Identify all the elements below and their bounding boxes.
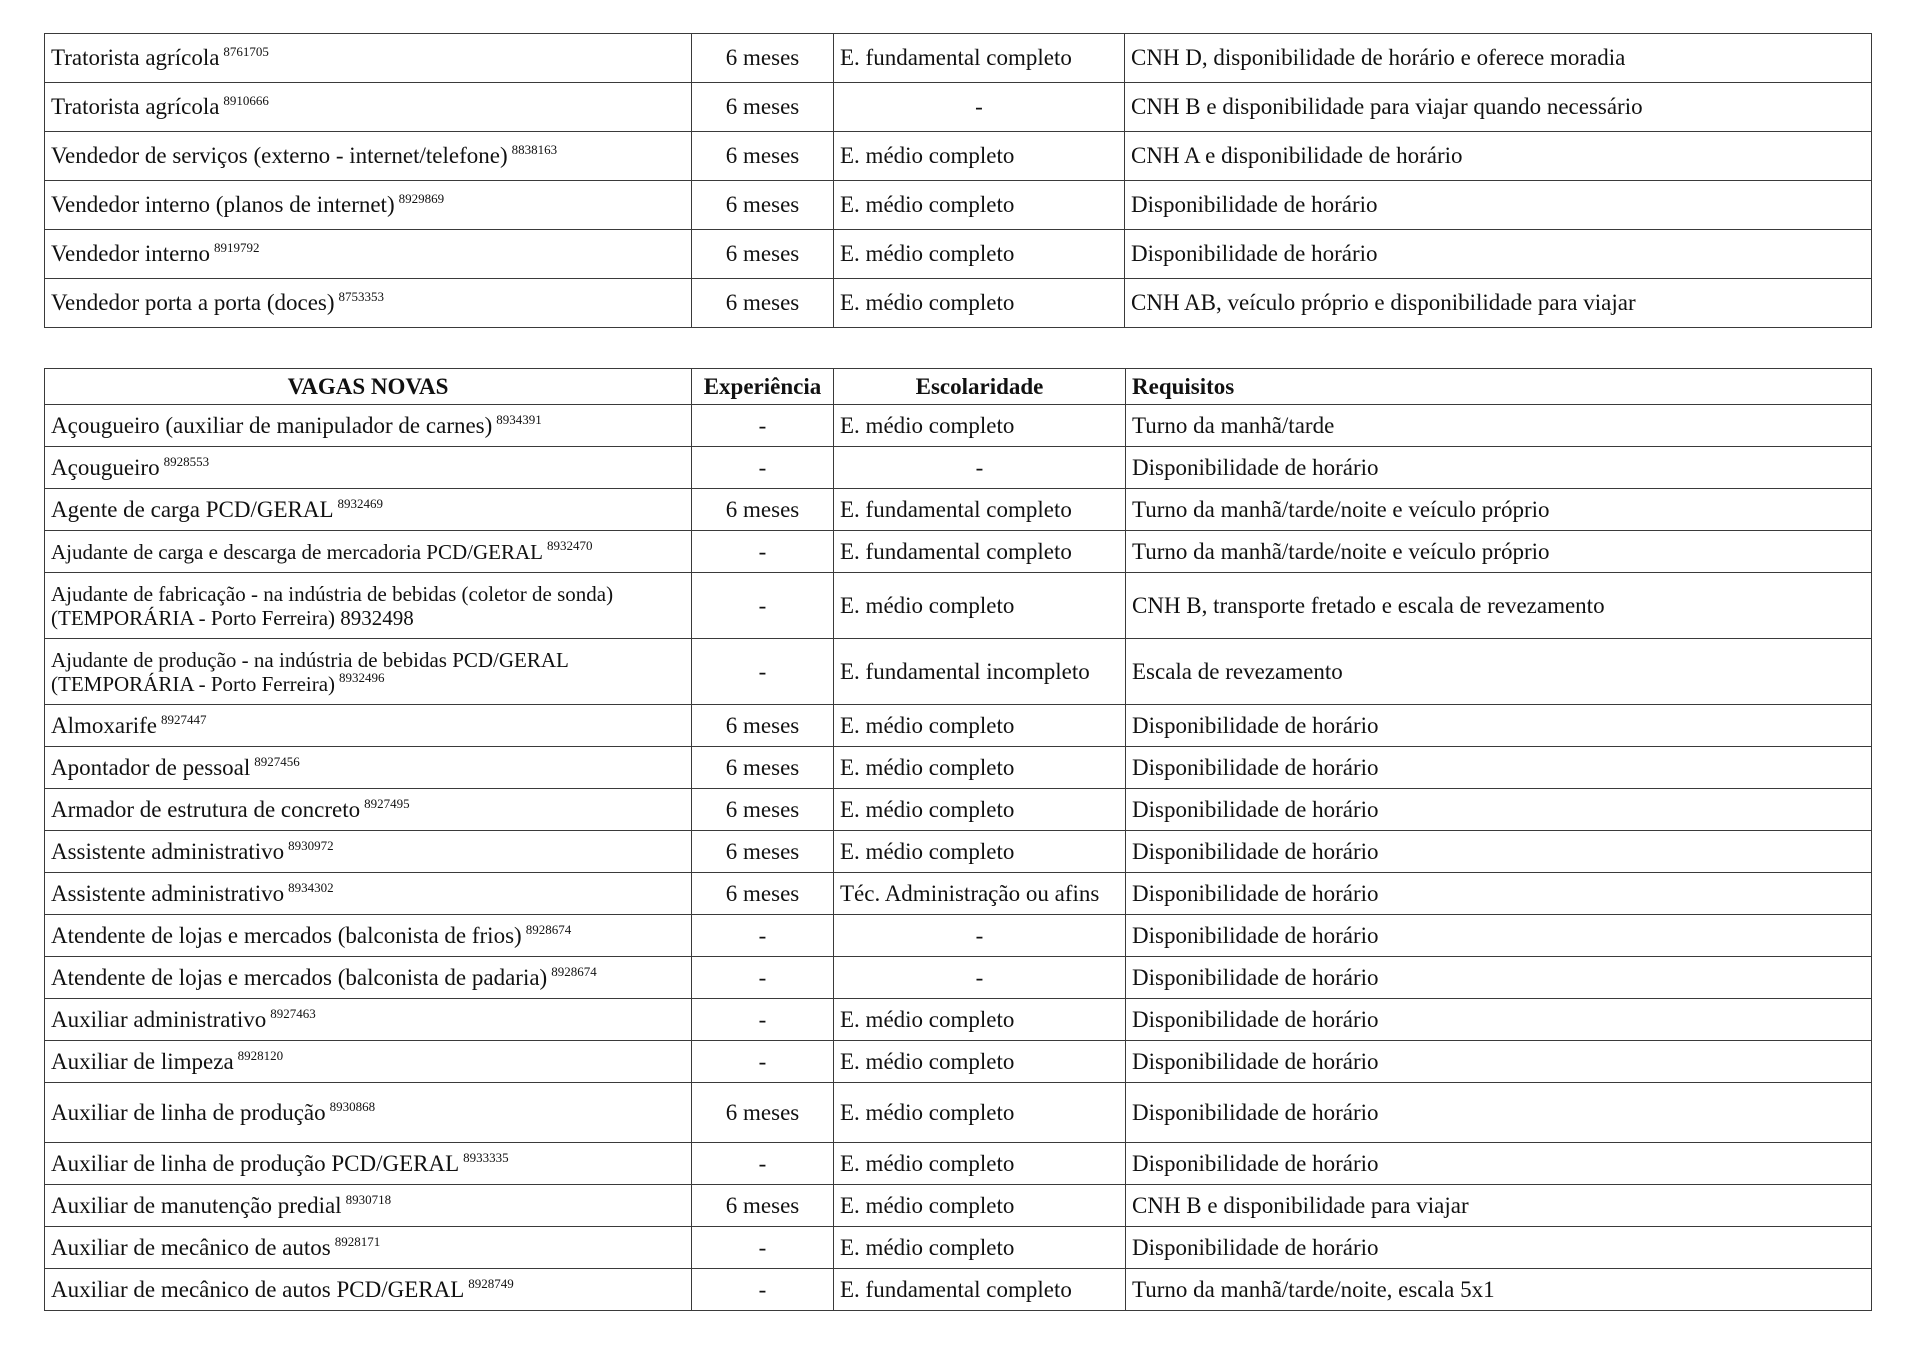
job-title-cell bbox=[45, 230, 692, 279]
job-title: Vendedor interno (planos de internet) bbox=[51, 192, 395, 217]
table-row bbox=[45, 181, 1872, 230]
education-cell: E. médio completo bbox=[834, 1227, 1126, 1269]
requirements-cell: Disponibilidade de horário bbox=[1126, 1041, 1872, 1083]
job-title-cell bbox=[45, 873, 692, 915]
requirements-cell: Turno da manhã/tarde bbox=[1126, 405, 1872, 447]
table-row bbox=[45, 279, 1872, 328]
jobs-table-continued-body bbox=[45, 34, 1872, 328]
education-cell: E. médio completo bbox=[834, 573, 1126, 639]
job-title-cell bbox=[45, 1143, 692, 1185]
experience-cell: 6 meses bbox=[692, 831, 834, 873]
education-cell: E. médio completo bbox=[834, 1143, 1126, 1185]
job-code: 8934391 bbox=[496, 411, 542, 427]
job-title-cell bbox=[45, 447, 692, 489]
job-code: 8928553 bbox=[163, 453, 210, 469]
job-title-cell bbox=[45, 1269, 692, 1311]
experience-cell: - bbox=[692, 1041, 834, 1083]
experience-cell: - bbox=[692, 639, 834, 705]
requirements-cell: Disponibilidade de horário bbox=[1126, 789, 1872, 831]
job-code: 8932470 bbox=[546, 537, 593, 553]
job-title-cell bbox=[45, 999, 692, 1041]
job-code: 8927456 bbox=[254, 753, 300, 769]
experience-cell: 6 meses bbox=[692, 279, 834, 328]
education-cell: E. médio completo bbox=[834, 705, 1126, 747]
education-cell: E. fundamental completo bbox=[834, 531, 1126, 573]
requirements-cell: CNH A e disponibilidade de horário bbox=[1125, 132, 1872, 181]
table-row bbox=[45, 789, 1872, 831]
education-cell: E. médio completo bbox=[834, 1041, 1126, 1083]
job-title-cell bbox=[45, 83, 692, 132]
experience-cell: - bbox=[692, 1227, 834, 1269]
job-title: Auxiliar de linha de produção bbox=[51, 1099, 326, 1125]
job-title-cell bbox=[45, 831, 692, 873]
table-row bbox=[45, 1269, 1872, 1311]
education-cell: E. médio completo bbox=[834, 1185, 1126, 1227]
table-row bbox=[45, 531, 1872, 573]
job-title-cell bbox=[45, 705, 692, 747]
job-code: 8910666 bbox=[223, 93, 269, 108]
table-row bbox=[45, 573, 1872, 639]
table-row bbox=[45, 447, 1872, 489]
job-code: 8928674 bbox=[551, 963, 597, 979]
experience-cell: 6 meses bbox=[692, 1185, 834, 1227]
job-title: Tratorista agrícola bbox=[51, 94, 220, 119]
experience-cell: - bbox=[692, 531, 834, 573]
job-code: 8927447 bbox=[161, 711, 207, 727]
requirements-cell: Disponibilidade de horário bbox=[1126, 747, 1872, 789]
table-row bbox=[45, 34, 1872, 83]
job-title-cell bbox=[45, 132, 692, 181]
job-title: Tratorista agrícola bbox=[51, 45, 220, 70]
jobs-table-continued bbox=[44, 33, 1872, 328]
header-experience: Experiência bbox=[692, 369, 834, 405]
requirements-cell: Turno da manhã/tarde/noite e veículo próprio bbox=[1126, 489, 1872, 531]
table-row bbox=[45, 132, 1872, 181]
job-code: 8928171 bbox=[334, 1233, 381, 1249]
job-code: 8932469 bbox=[337, 495, 384, 511]
job-title: Atendente de lojas e mercados (balconista de padaria) bbox=[51, 964, 548, 990]
education-cell: Téc. Administração ou afins bbox=[834, 873, 1126, 915]
experience-cell: - bbox=[692, 405, 834, 447]
job-title-cell bbox=[45, 181, 692, 230]
job-title-cell bbox=[45, 405, 692, 447]
job-code: 8927463 bbox=[270, 1005, 316, 1021]
job-title: Agente de carga PCD/GERAL bbox=[51, 496, 334, 522]
job-title-cell bbox=[45, 1083, 692, 1143]
job-title-cell bbox=[45, 573, 692, 639]
table-row bbox=[45, 1143, 1872, 1185]
job-title-cell bbox=[45, 1227, 692, 1269]
experience-cell: 6 meses bbox=[692, 83, 834, 132]
job-code: 8928749 bbox=[468, 1275, 514, 1291]
job-code: 8934302 bbox=[288, 879, 334, 895]
requirements-cell: CNH B, transporte fretado e escala de revezamento bbox=[1126, 573, 1872, 639]
job-code: 8933335 bbox=[463, 1149, 509, 1165]
requirements-cell: CNH B e disponibilidade para viajar bbox=[1126, 1185, 1872, 1227]
experience-cell: 6 meses bbox=[692, 705, 834, 747]
jobs-table-new-header bbox=[45, 369, 1872, 405]
education-cell: E. médio completo bbox=[834, 999, 1126, 1041]
job-title: Vendedor porta a porta (doces) bbox=[51, 290, 335, 315]
job-title: Atendente de lojas e mercados (balconista de frios) bbox=[51, 922, 522, 948]
experience-cell: - bbox=[692, 999, 834, 1041]
job-title: Auxiliar de limpeza bbox=[51, 1048, 234, 1074]
education-cell: E. médio completo bbox=[834, 831, 1126, 873]
experience-cell: 6 meses bbox=[692, 230, 834, 279]
table-row bbox=[45, 489, 1872, 531]
job-title: Açougueiro bbox=[51, 454, 160, 480]
requirements-cell: Disponibilidade de horário bbox=[1126, 873, 1872, 915]
requirements-cell: Turno da manhã/tarde/noite, escala 5x1 bbox=[1126, 1269, 1872, 1311]
job-title-cell bbox=[45, 639, 692, 705]
requirements-cell: Disponibilidade de horário bbox=[1126, 831, 1872, 873]
table-row bbox=[45, 83, 1872, 132]
job-code: 8838163 bbox=[511, 142, 558, 157]
education-cell: E. médio completo bbox=[834, 230, 1125, 279]
education-cell: E. médio completo bbox=[834, 1083, 1126, 1143]
education-cell: E. médio completo bbox=[834, 789, 1126, 831]
job-code: 8930718 bbox=[345, 1191, 392, 1207]
education-cell: E. médio completo bbox=[834, 405, 1126, 447]
job-title-cell bbox=[45, 489, 692, 531]
table-row bbox=[45, 915, 1872, 957]
jobs-table-new bbox=[44, 368, 1872, 1311]
job-title: Ajudante de fabricação - na indústria de bebidas (coletor de sonda) (TEMPORÁRIA - Porto Ferreira) 8932498 bbox=[51, 581, 614, 630]
table-row bbox=[45, 1185, 1872, 1227]
job-title-cell bbox=[45, 915, 692, 957]
requirements-cell: CNH B e disponibilidade para viajar quando necessário bbox=[1125, 83, 1872, 132]
job-title-cell bbox=[45, 1041, 692, 1083]
requirements-cell: Disponibilidade de horário bbox=[1126, 1227, 1872, 1269]
education-cell: - bbox=[834, 447, 1126, 489]
requirements-cell: Disponibilidade de horário bbox=[1126, 915, 1872, 957]
requirements-cell: Disponibilidade de horário bbox=[1126, 447, 1872, 489]
header-row bbox=[45, 369, 1872, 405]
job-title-cell bbox=[45, 34, 692, 83]
job-code: 8928674 bbox=[525, 921, 572, 937]
requirements-cell: Disponibilidade de horário bbox=[1125, 230, 1872, 279]
job-title: Vendedor interno bbox=[51, 241, 211, 266]
job-title: Açougueiro (auxiliar de manipulador de carnes) bbox=[51, 412, 493, 438]
job-title: Apontador de pessoal bbox=[51, 754, 251, 780]
experience-cell: 6 meses bbox=[692, 181, 834, 230]
job-code: 8919792 bbox=[214, 240, 260, 255]
job-title: Assistente administrativo bbox=[51, 838, 285, 864]
requirements-cell: Turno da manhã/tarde/noite e veículo próprio bbox=[1126, 531, 1872, 573]
job-code: 8753353 bbox=[338, 289, 385, 304]
job-title: Almoxarife bbox=[51, 712, 158, 738]
job-title: Armador de estrutura de concreto bbox=[51, 796, 361, 822]
job-title: Auxiliar de mecânico de autos PCD/GERAL bbox=[51, 1276, 465, 1302]
job-title-cell bbox=[45, 747, 692, 789]
table-row bbox=[45, 1083, 1872, 1143]
job-title-cell bbox=[45, 789, 692, 831]
job-code: 8930868 bbox=[329, 1098, 376, 1114]
job-title: Ajudante de carga e descarga de mercadoria PCD/GERAL bbox=[51, 539, 543, 564]
job-title: Ajudante de produção - na indústria de bebidas PCD/GERAL (TEMPORÁRIA - Porto Ferreira) bbox=[51, 647, 569, 696]
requirements-cell: CNH AB, veículo próprio e disponibilidade para viajar bbox=[1125, 279, 1872, 328]
education-cell: - bbox=[834, 915, 1126, 957]
header-job-title: VAGAS NOVAS bbox=[45, 369, 692, 405]
header-education: Escolaridade bbox=[834, 369, 1126, 405]
table-row bbox=[45, 1227, 1872, 1269]
requirements-cell: Disponibilidade de horário bbox=[1126, 1083, 1872, 1143]
job-title: Auxiliar de mecânico de autos bbox=[51, 1234, 331, 1260]
jobs-table-new-body bbox=[45, 405, 1872, 1311]
requirements-cell: Disponibilidade de horário bbox=[1125, 181, 1872, 230]
experience-cell: - bbox=[692, 1269, 834, 1311]
job-title-cell bbox=[45, 1185, 692, 1227]
table-row bbox=[45, 747, 1872, 789]
header-requirements: Requisitos bbox=[1126, 369, 1872, 405]
experience-cell: - bbox=[692, 1143, 834, 1185]
requirements-cell: Disponibilidade de horário bbox=[1126, 957, 1872, 999]
requirements-cell: Disponibilidade de horário bbox=[1126, 999, 1872, 1041]
table-row bbox=[45, 831, 1872, 873]
table-row bbox=[45, 639, 1872, 705]
requirements-cell: Disponibilidade de horário bbox=[1126, 1143, 1872, 1185]
experience-cell: 6 meses bbox=[692, 747, 834, 789]
table-row bbox=[45, 705, 1872, 747]
experience-cell: - bbox=[692, 447, 834, 489]
experience-cell: 6 meses bbox=[692, 1083, 834, 1143]
table-row bbox=[45, 957, 1872, 999]
education-cell: - bbox=[834, 83, 1125, 132]
job-title: Auxiliar administrativo bbox=[51, 1006, 267, 1032]
education-cell: E. médio completo bbox=[834, 747, 1126, 789]
education-cell: E. fundamental incompleto bbox=[834, 639, 1126, 705]
experience-cell: 6 meses bbox=[692, 873, 834, 915]
table-row bbox=[45, 1041, 1872, 1083]
job-code: 8927495 bbox=[364, 795, 410, 811]
job-code: 8932496 bbox=[339, 669, 385, 685]
job-code: 8930972 bbox=[288, 837, 334, 853]
table-row bbox=[45, 230, 1872, 279]
table-row bbox=[45, 405, 1872, 447]
job-title: Auxiliar de manutenção predial bbox=[51, 1192, 342, 1218]
table-row bbox=[45, 873, 1872, 915]
experience-cell: 6 meses bbox=[692, 489, 834, 531]
experience-cell: - bbox=[692, 957, 834, 999]
education-cell: E. médio completo bbox=[834, 181, 1125, 230]
experience-cell: 6 meses bbox=[692, 34, 834, 83]
education-cell: E. médio completo bbox=[834, 132, 1125, 181]
education-cell: E. médio completo bbox=[834, 279, 1125, 328]
education-cell: - bbox=[834, 957, 1126, 999]
job-code: 8928120 bbox=[237, 1047, 284, 1063]
requirements-cell: Escala de revezamento bbox=[1126, 639, 1872, 705]
education-cell: E. fundamental completo bbox=[834, 489, 1126, 531]
requirements-cell: CNH D, disponibilidade de horário e oferece moradia bbox=[1125, 34, 1872, 83]
job-title-cell bbox=[45, 279, 692, 328]
experience-cell: - bbox=[692, 915, 834, 957]
experience-cell: 6 meses bbox=[692, 132, 834, 181]
job-title-cell bbox=[45, 531, 692, 573]
job-title: Assistente administrativo bbox=[51, 880, 285, 906]
job-code: 8929869 bbox=[398, 191, 445, 206]
job-title-cell bbox=[45, 957, 692, 999]
job-title: Vendedor de serviços (externo - internet/telefone) bbox=[51, 143, 508, 168]
experience-cell: 6 meses bbox=[692, 789, 834, 831]
experience-cell: - bbox=[692, 573, 834, 639]
requirements-cell: Disponibilidade de horário bbox=[1126, 705, 1872, 747]
education-cell: E. fundamental completo bbox=[834, 1269, 1126, 1311]
job-code: 8761705 bbox=[223, 44, 269, 59]
table-row bbox=[45, 999, 1872, 1041]
education-cell: E. fundamental completo bbox=[834, 34, 1125, 83]
job-title: Auxiliar de linha de produção PCD/GERAL bbox=[51, 1150, 460, 1176]
